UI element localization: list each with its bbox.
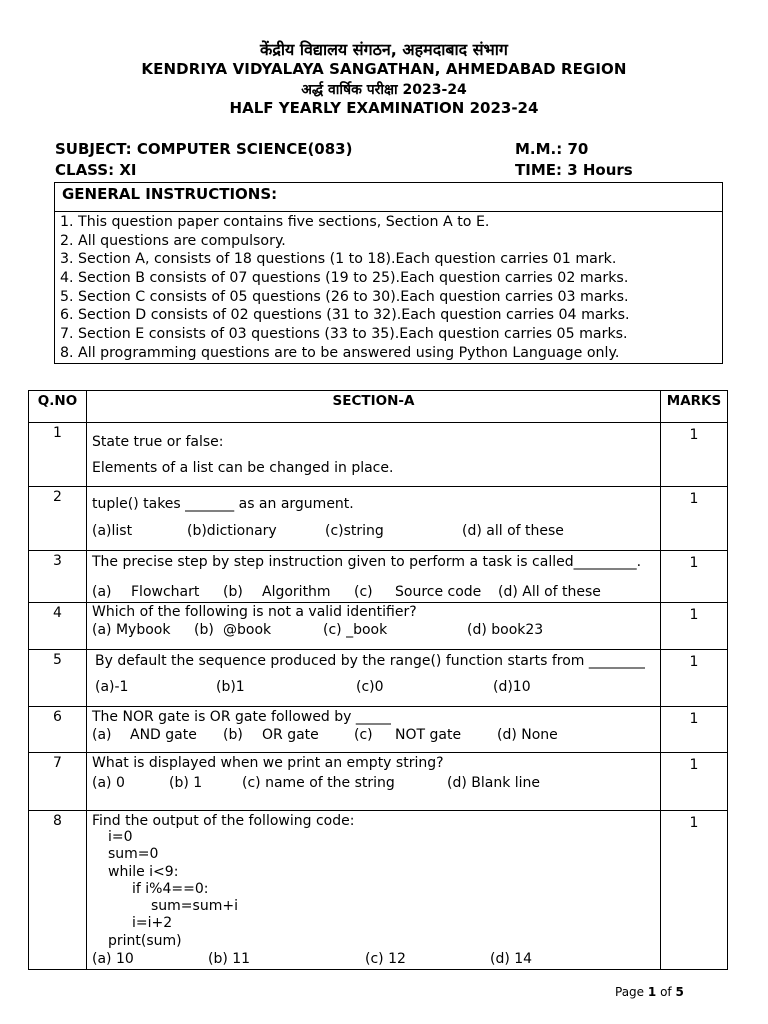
questions-table: [28, 390, 728, 970]
instructions-title-row: [55, 183, 722, 212]
question-number: 3: [29, 551, 87, 603]
instruction-item: 5. Section C consists of 05 questions (26 to 30).Each question carries 03 marks.: [60, 288, 629, 305]
marks-value: 1: [661, 487, 728, 551]
question-text: The precise step by step instruction given to perform a task is called_________. (a) Flowchart (b) Algorithm (c) Source code (d) All of these: [87, 551, 661, 603]
table-row: [29, 753, 728, 811]
code-block: i=0 sum=0 while i<9: if i%4==0: sum=sum+i i=i+2 print(sum): [108, 829, 238, 949]
table-row: [29, 811, 728, 970]
instructions-title: GENERAL INSTRUCTIONS:: [62, 185, 278, 203]
options-row: (a) AND gate (b) OR gate (c) NOT gate (d) None: [92, 727, 558, 743]
instructions-list: [60, 213, 630, 363]
question-text: Find the output of the following code: i=0 sum=0 while i<9: if i%4==0: sum=sum+i i=i+2 print(sum) (a) 10 (b) 11 (c) 12 (d) 14: [87, 811, 661, 970]
instruction-item: 2. All questions are compulsory.: [60, 232, 286, 249]
options-row: (a) Flowchart (b) Algorithm (c) Source code (d) All of these: [92, 584, 601, 600]
marks-value: 1: [661, 650, 728, 707]
hindi-org-title: केंद्रीय विद्यालय संगठन, अहमदाबाद संभाग: [260, 40, 508, 59]
table-row: [29, 603, 728, 650]
question-number: 5: [29, 650, 87, 707]
options-row: (a) 10 (b) 11 (c) 12 (d) 14: [92, 951, 533, 968]
instruction-item: 8. All programming questions are to be answered using Python Language only.: [60, 344, 620, 361]
table-row: [29, 551, 728, 603]
question-text: tuple() takes _______ as an argument. (a)list (b)dictionary (c)string (d) all of these: [87, 487, 661, 551]
question-text: The NOR gate is OR gate followed by _____ (a) AND gate (b) OR gate (c) NOT gate (d) None: [87, 707, 661, 753]
general-instructions-box: [54, 182, 723, 364]
table-header-row: [29, 391, 728, 423]
question-number: 6: [29, 707, 87, 753]
qno-header: Q.NO: [29, 391, 87, 423]
marks-header: MARKS: [661, 391, 728, 423]
subject-label: SUBJECT: COMPUTER SCIENCE(083): [55, 140, 353, 158]
question-number: 7: [29, 753, 87, 811]
question-text: By default the sequence produced by the range() function starts from ________ (a)-1 (b)1 (c)0 (d)10: [87, 650, 661, 707]
instruction-item: 7. Section E consists of 03 questions (33 to 35).Each question carries 05 marks.: [60, 326, 628, 343]
table-row: [29, 487, 728, 551]
section-header: SECTION-A: [87, 391, 661, 423]
marks-value: 1: [661, 753, 728, 811]
time-label: TIME: 3 Hours: [515, 161, 633, 179]
org-title: KENDRIYA VIDYALAYA SANGATHAN, AHMEDABAD REGION: [141, 60, 627, 78]
page-number: Page 1 of 5: [615, 985, 684, 999]
table-row: [29, 423, 728, 487]
instruction-item: 3. Section A, consists of 18 questions (1 to 18).Each question carries 01 mark.: [60, 251, 617, 268]
instruction-item: 6. Section D consists of 02 questions (31 to 32).Each question carries 04 marks.: [60, 307, 630, 324]
instruction-item: 1. This question paper contains five sections, Section A to E.: [60, 214, 490, 230]
question-number: 1: [29, 423, 87, 487]
marks-value: 1: [661, 551, 728, 603]
class-label: CLASS: XI: [55, 161, 137, 179]
instruction-item: 4. Section B consists of 07 questions (19 to 25).Each question carries 02 marks.: [60, 270, 629, 287]
question-number: 2: [29, 487, 87, 551]
options-row: (a) 0 (b) 1 (c) name of the string (d) Blank line: [92, 775, 541, 791]
table-row: [29, 650, 728, 707]
options-row: (a)list (b)dictionary (c)string (d) all of these: [92, 523, 564, 539]
table-row: [29, 707, 728, 753]
question-text: What is displayed when we print an empty string? (a) 0 (b) 1 (c) name of the string (d) Blank line: [87, 753, 661, 811]
question-text: Which of the following is not a valid identifier? (a) Mybook (b) @book (c) _book (d) book23: [87, 603, 661, 650]
marks-value: 1: [661, 811, 728, 970]
exam-title: HALF YEARLY EXAMINATION 2023-24: [229, 99, 539, 117]
marks-value: 1: [661, 423, 728, 487]
options-row: (a) Mybook (b) @book (c) _book (d) book23: [92, 622, 544, 638]
question-text: State true or false: Elements of a list can be changed in place.: [87, 423, 661, 487]
marks-value: 1: [661, 603, 728, 650]
question-number: 4: [29, 603, 87, 650]
question-number: 8: [29, 811, 87, 970]
hindi-exam-title: अर्द्ध वार्षिक परीक्षा 2023-24: [301, 82, 467, 98]
marks-value: 1: [661, 707, 728, 753]
options-row: (a)-1 (b)1 (c)0 (d)10: [95, 679, 531, 695]
max-marks-label: M.M.: 70: [515, 140, 589, 158]
